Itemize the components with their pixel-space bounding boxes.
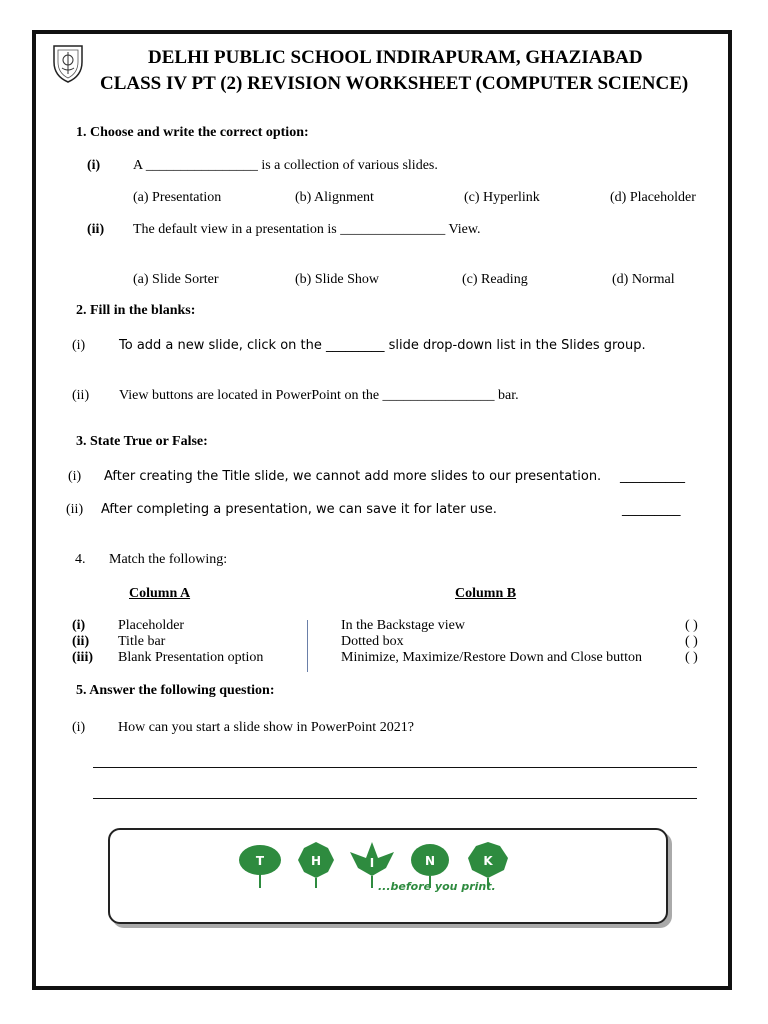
- q1-i-option-c: (c) Hyperlink: [464, 190, 540, 205]
- q3-i-number: (i): [68, 469, 82, 484]
- match-row-2-number: (ii): [72, 634, 90, 649]
- q2-ii-sentence: View buttons are located in PowerPoint on the ________________ bar.: [119, 388, 519, 403]
- q3-heading: 3. State True or False:: [76, 434, 208, 449]
- q4-heading: Match the following:: [109, 552, 228, 567]
- leaf-letter-h: H: [310, 854, 322, 868]
- q1-i-option-a: (a) Presentation: [133, 190, 222, 205]
- match-row-1-bracket: ( ): [685, 618, 698, 633]
- school-name: DELHI PUBLIC SCHOOL INDIRAPURAM, GHAZIABAD: [148, 47, 643, 68]
- q5-i-number: (i): [72, 720, 86, 735]
- match-row-2-bracket: ( ): [685, 634, 698, 649]
- match-row-1-number: (i): [72, 618, 86, 633]
- q2-heading: 2. Fill in the blanks:: [76, 303, 196, 318]
- match-row-2-column-b: Dotted box: [341, 634, 404, 649]
- answer-line-2: [93, 798, 697, 799]
- q1-ii-question: The default view in a presentation is _______________ View.: [133, 222, 481, 237]
- q1-i-question: A ________________ is a collection of various slides.: [133, 158, 438, 173]
- q1-ii-option-d: (d) Normal: [612, 272, 675, 287]
- leaf-letter-n: N: [424, 854, 436, 868]
- q1-i-option-b: (b) Alignment: [295, 190, 374, 205]
- column-a-header: Column A: [129, 586, 191, 601]
- leaf-h-icon: [298, 842, 334, 888]
- q3-i-answer-blank: __________: [620, 469, 685, 484]
- match-row-3-column-a: Blank Presentation option: [118, 650, 264, 665]
- q3-ii-answer-blank: _________: [622, 502, 681, 517]
- think-banner: [108, 828, 668, 924]
- q3-i-statement: After creating the Title slide, we cannot add more slides to our presentation.: [104, 469, 602, 484]
- answer-line-1: [93, 767, 697, 768]
- match-row-3-bracket: ( ): [685, 650, 698, 665]
- match-row-2-column-a: Title bar: [118, 634, 166, 649]
- column-divider: [307, 620, 308, 672]
- worksheet-title: CLASS IV PT (2) REVISION WORKSHEET (COMPUTER SCIENCE): [100, 73, 689, 94]
- q5-i-question: How can you start a slide show in PowerPoint 2021?: [118, 720, 414, 735]
- think-tagline: ...before you print.: [378, 880, 496, 893]
- leaf-letter-k: K: [483, 854, 493, 868]
- q3-ii-statement: After completing a presentation, we can save it for later use.: [101, 502, 497, 517]
- match-row-1-column-a: Placeholder: [118, 618, 185, 633]
- column-b-header: Column B: [455, 586, 517, 601]
- leaf-t-icon: [239, 845, 281, 888]
- q5-heading: 5. Answer the following question:: [76, 683, 275, 698]
- match-row-3-number: (iii): [72, 650, 93, 665]
- q2-i-number: (i): [72, 338, 86, 353]
- school-emblem-icon: [50, 42, 86, 84]
- match-row-1-column-b: In the Backstage view: [341, 618, 466, 633]
- q4-number: 4.: [75, 552, 86, 567]
- q1-ii-option-c: (c) Reading: [462, 272, 528, 287]
- q3-ii-number: (ii): [66, 502, 84, 517]
- q2-i-sentence: To add a new slide, click on the _________ slide drop-down list in the Slides group.: [119, 338, 646, 353]
- leaf-letter-i: I: [369, 856, 375, 870]
- q1-i-option-d: (d) Placeholder: [610, 190, 696, 205]
- q1-i-number: (i): [87, 158, 101, 173]
- q1-ii-number: (ii): [87, 222, 105, 237]
- q1-heading: 1. Choose and write the correct option:: [76, 125, 309, 140]
- match-row-3-column-b: Minimize, Maximize/Restore Down and Close button: [341, 650, 642, 665]
- q1-ii-option-a: (a) Slide Sorter: [133, 272, 219, 287]
- q1-ii-option-b: (b) Slide Show: [295, 272, 379, 287]
- q2-ii-number: (ii): [72, 388, 90, 403]
- leaf-letter-t: T: [255, 854, 265, 868]
